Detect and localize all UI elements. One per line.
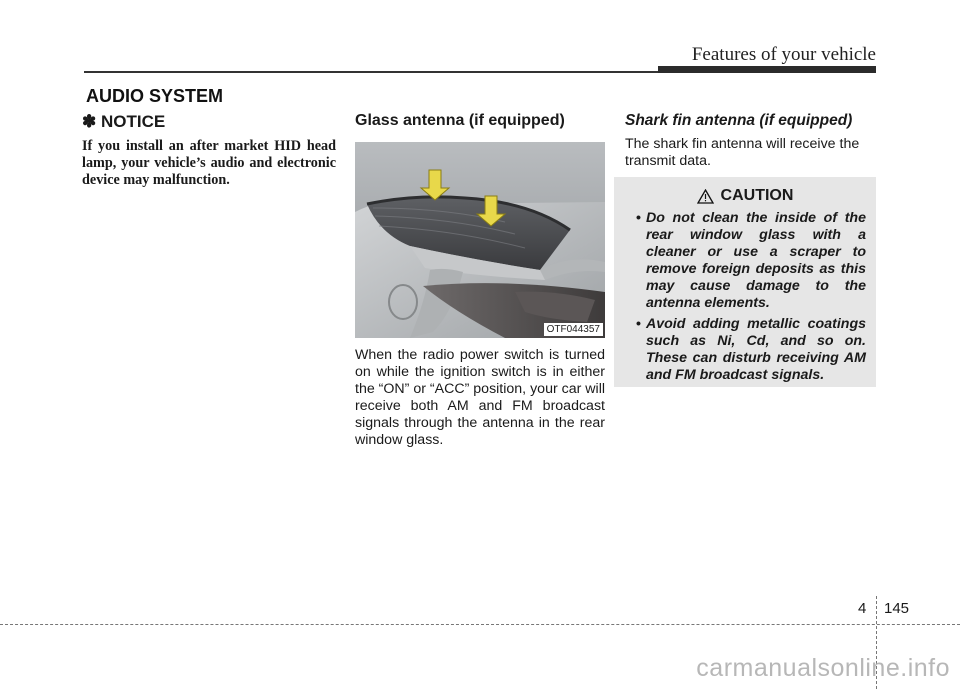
caution-box <box>614 177 876 387</box>
footer-rule <box>0 624 960 625</box>
rear-window-photo <box>355 142 605 338</box>
header-rule-accent <box>658 66 876 73</box>
warning-triangle-icon <box>697 189 714 204</box>
page-chapter: 4 <box>858 600 867 617</box>
shark-fin-text: The shark fin antenna will receive the transmit data. <box>625 136 860 169</box>
caution-heading: CAUTION <box>720 187 794 204</box>
section-title: AUDIO SYSTEM <box>86 86 224 106</box>
page-number: 145 <box>884 600 910 617</box>
notice-heading: ✽ NOTICE <box>82 112 166 131</box>
watermark: carmanualsonline.info <box>696 654 950 682</box>
caution-header <box>624 187 866 205</box>
shark-fin-column <box>625 112 877 170</box>
header-title: Features of your vehicle <box>691 44 876 65</box>
notice-column <box>82 112 336 189</box>
shark-fin-heading: Shark fin antenna (if equipped) <box>625 112 853 129</box>
caution-item: • Avoid adding metallic coatings such as Ni, Cd, and so on. These can disturb receiving AM and FM broadcast signals. <box>624 316 866 384</box>
glass-antenna-text: When the radio power switch is turned on while the ignition switch is in either the “ON” or “ACC” position, your car will receive both AM and FM broadcast signals through the antenna in the rear window glass. <box>355 347 605 448</box>
caution-list <box>624 210 866 384</box>
caution-item: • Do not clean the inside of the rear window glass with a cleaner or use a scraper to remove foreign deposits as this may cause damage to the antenna elements. <box>624 210 866 312</box>
notice-text: If you install an after market HID head lamp, your vehicle’s audio and electronic device may malfunction. <box>82 138 336 188</box>
photo-code: OTF044357 <box>544 323 603 336</box>
glass-antenna-column <box>355 112 605 449</box>
glass-antenna-heading: Glass antenna (if equipped) <box>355 112 565 129</box>
